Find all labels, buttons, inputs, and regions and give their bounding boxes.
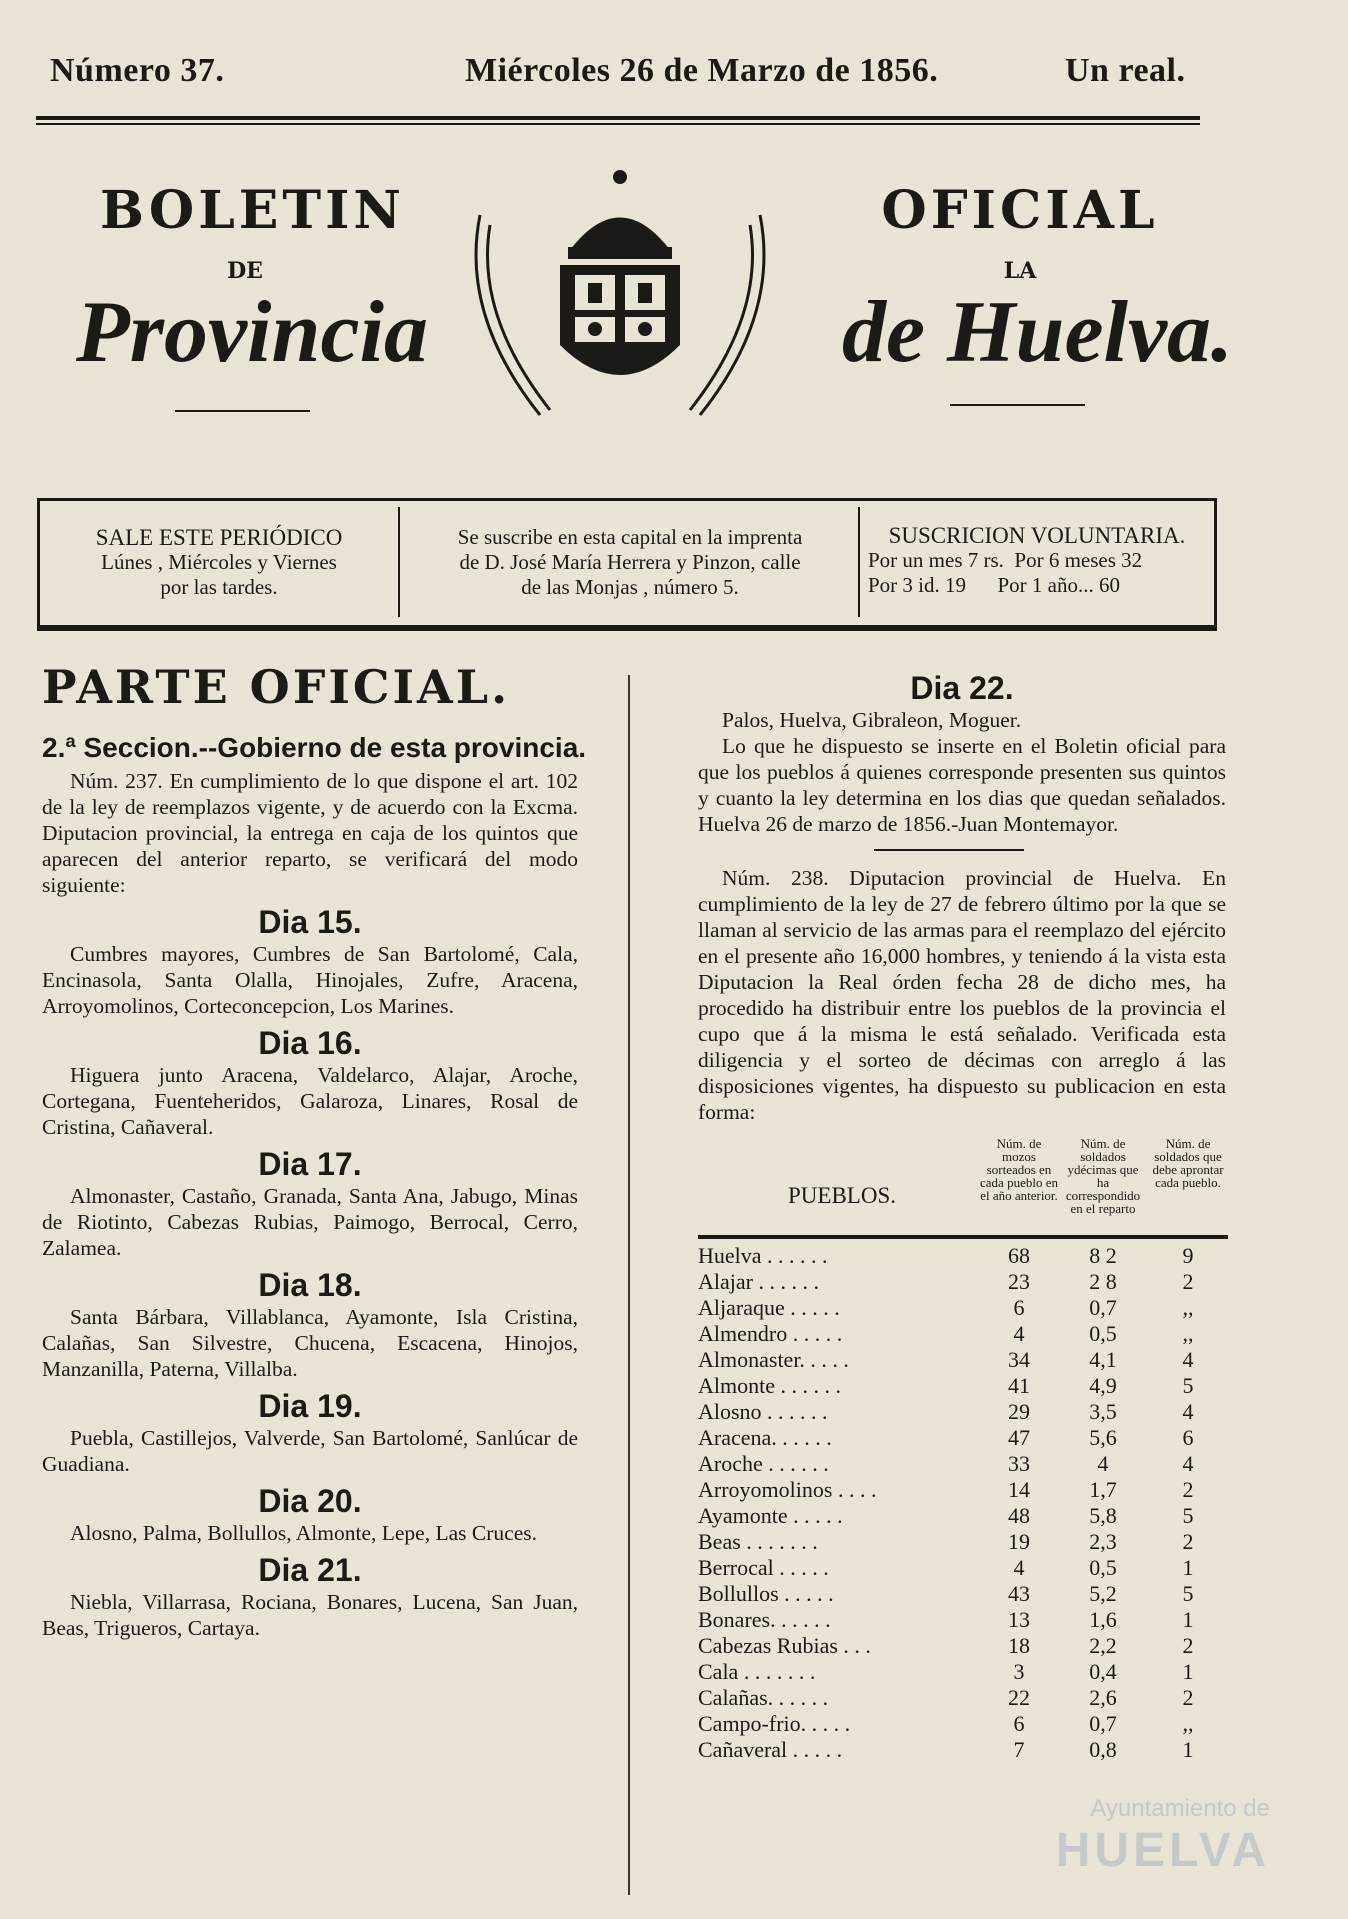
title-ornament-left — [175, 410, 310, 412]
day-19-towns: Puebla, Castillejos, Valverde, San Bartolomé, Sanlúcar de Guadiana. — [42, 1426, 578, 1476]
mozos-count: 29 — [1008, 1399, 1030, 1424]
schedule-line-3: por las tardes. — [160, 575, 278, 599]
mozos-count: 7 — [1013, 1737, 1025, 1762]
issue-number: Número 37. — [50, 52, 225, 89]
table-col-aprontar: Núm. de soldados que debe aprontar cada pueblo. — [1152, 1136, 1224, 1190]
title-oficial: OFICIAL — [881, 180, 1159, 241]
table-col-soldados-decimas: Núm. de soldados ydécimas que ha correspondido en el reparto — [1065, 1136, 1141, 1216]
pueblo-name: Alosno . . . . . . — [698, 1399, 828, 1424]
mozos-count: 4 — [1013, 1321, 1025, 1346]
pueblo-name: Almonte . . . . . . — [698, 1373, 841, 1398]
table-row — [698, 1451, 1228, 1477]
table-row — [698, 1321, 1228, 1347]
table-row — [698, 1243, 1228, 1269]
soldados-decimas: 2,3 — [1089, 1529, 1117, 1554]
aprontar-count: 2 — [1182, 1269, 1194, 1294]
closing-paragraph: Lo que he dispuesto se inserte en el Boletin oficial para que los pueblos á quienes corresponde presenten sus quintos y cuanto la ley determina en los dias que quedan señalados. Huelva 26 de marzo de 1856.-Juan Montemayor. — [698, 734, 1226, 836]
mozos-count: 41 — [1008, 1373, 1030, 1398]
mozos-count: 68 — [1008, 1243, 1030, 1268]
aprontar-count: ,, — [1182, 1321, 1194, 1346]
subscription-info-box — [37, 498, 1217, 628]
printer-line-1: Se suscribe en esta capital en la imprenta — [457, 525, 803, 549]
soldados-decimas: 0,5 — [1089, 1555, 1117, 1580]
mozos-count: 19 — [1008, 1529, 1030, 1554]
title-de: DE — [227, 258, 263, 284]
table-row — [698, 1633, 1228, 1659]
prices-line-1: Por un mes 7 rs. Por 6 meses 32 — [868, 548, 1143, 572]
table-row — [698, 1607, 1228, 1633]
day-19-label: Dia 19. — [258, 1388, 362, 1424]
watermark-line-1: Ayuntamiento de — [1090, 1795, 1270, 1822]
printer-line-3: de las Monjas , número 5. — [521, 575, 739, 599]
soldados-decimas: 0,7 — [1089, 1295, 1117, 1320]
watermark-line-2: HUELVA — [1055, 1824, 1270, 1877]
soldados-decimas: 2,2 — [1089, 1633, 1117, 1658]
table-row — [698, 1425, 1228, 1451]
mozos-count: 6 — [1013, 1711, 1025, 1736]
section-heading: PARTE OFICIAL. — [42, 660, 511, 714]
table-row — [698, 1555, 1228, 1581]
mozos-count: 22 — [1008, 1685, 1030, 1710]
mozos-count: 43 — [1008, 1581, 1030, 1606]
table-header-rule — [698, 1235, 1228, 1239]
pueblo-name: Calañas. . . . . . — [698, 1685, 829, 1710]
mozos-count: 48 — [1008, 1503, 1030, 1528]
prices-title: SUSCRICION VOLUNTARIA. — [888, 523, 1186, 548]
table-row — [698, 1737, 1228, 1763]
soldados-decimas: 2,6 — [1089, 1685, 1117, 1710]
info-box-prices — [862, 501, 1212, 625]
right-column — [698, 670, 1226, 1773]
aprontar-count: 5 — [1182, 1373, 1194, 1398]
table-row — [698, 1477, 1228, 1503]
masthead-rule-bottom — [36, 123, 1200, 125]
soldados-decimas: 1,6 — [1089, 1607, 1117, 1632]
table-row — [698, 1269, 1228, 1295]
title-boletin: BOLETIN — [100, 180, 405, 241]
day-17-towns: Almonaster, Castaño, Granada, Santa Ana, Jabugo, Minas de Riotinto, Cabezas Rubias, Paimogo, Berrocal, Cerro, Zalamea. — [42, 1184, 578, 1260]
soldados-decimas: 5,8 — [1089, 1503, 1117, 1528]
aprontar-count: 5 — [1182, 1581, 1194, 1606]
day-18-towns: Santa Bárbara, Villablanca, Ayamonte, Isla Cristina, Calañas, San Silvestre, Chucena, Escacena, Hinojos, Manzanilla, Paterna, Villalba. — [42, 1305, 578, 1381]
title-ornament-right — [950, 404, 1085, 406]
left-column — [42, 660, 587, 1641]
soldados-decimas: 1,7 — [1089, 1477, 1117, 1502]
day-21-label: Dia 21. — [258, 1552, 362, 1588]
day-17-label: Dia 17. — [258, 1146, 362, 1182]
title-de-huelva: de Huelva. — [842, 284, 1234, 381]
aprontar-count: 1 — [1182, 1737, 1194, 1762]
pueblo-name: Berrocal . . . . . — [698, 1555, 829, 1580]
day-15-label: Dia 15. — [258, 904, 362, 940]
pueblo-name: Aroche . . . . . . — [698, 1451, 829, 1476]
mozos-count: 3 — [1013, 1659, 1025, 1684]
intro-paragraph: Núm. 237. En cumplimiento de lo que dispone el art. 102 de la ley de reemplazos vigente, y de acuerdo con la Excma. Diputacion provincial, la entrega en caja de los quintos que aparecen del anterior reparto, se verificará del modo siguiente: — [42, 769, 578, 897]
mozos-count: 4 — [1013, 1555, 1025, 1580]
closing-rule — [874, 849, 1024, 851]
day-18-label: Dia 18. — [258, 1267, 362, 1303]
aprontar-count: 4 — [1182, 1399, 1194, 1424]
pueblo-name: Cabezas Rubias . . . — [698, 1633, 871, 1658]
table-row — [698, 1347, 1228, 1373]
soldados-decimas: 2 8 — [1089, 1269, 1117, 1294]
schedule-line-2: Lúnes , Miércoles y Viernes — [101, 550, 337, 574]
issue-date: Miércoles 26 de Marzo de 1856. — [465, 52, 939, 89]
royal-coat-of-arms-icon — [450, 155, 790, 445]
pueblo-name: Bollullos . . . . . — [698, 1581, 834, 1606]
info-box-divider-2 — [858, 507, 860, 617]
day-21-towns: Niebla, Villarrasa, Rociana, Bonares, Lucena, San Juan, Beas, Trigueros, Cartaya. — [42, 1590, 578, 1640]
soldados-decimas: 0,7 — [1089, 1711, 1117, 1736]
pueblo-name: Ayamonte . . . . . — [698, 1503, 843, 1528]
aprontar-count: 2 — [1182, 1529, 1194, 1554]
table-row — [698, 1399, 1228, 1425]
pueblo-name: Cala . . . . . . . — [698, 1659, 816, 1684]
pueblo-name: Cañaveral . . . . . — [698, 1737, 843, 1762]
pueblo-name: Alajar . . . . . . — [698, 1269, 819, 1294]
pueblo-name: Aljaraque . . . . . — [698, 1295, 840, 1320]
mozos-count: 14 — [1008, 1477, 1030, 1502]
soldados-decimas: 0,4 — [1089, 1659, 1117, 1684]
soldados-decimas: 0,5 — [1089, 1321, 1117, 1346]
info-box-bottom-rule — [37, 628, 1217, 631]
aprontar-count: 2 — [1182, 1685, 1194, 1710]
pueblo-name: Beas . . . . . . . — [698, 1529, 818, 1554]
table-row — [698, 1295, 1228, 1321]
aprontar-count: 5 — [1182, 1503, 1194, 1528]
soldados-decimas: 0,8 — [1089, 1737, 1117, 1762]
pueblo-name: Aracena. . . . . . — [698, 1425, 832, 1450]
aprontar-count: ,, — [1182, 1295, 1194, 1320]
day-22-towns: Palos, Huelva, Gibraleon, Moguer. — [722, 708, 1022, 732]
info-box-schedule — [40, 501, 398, 625]
schedule-line-1: SALE ESTE PERIÓDICO — [95, 525, 343, 550]
table-row — [698, 1685, 1228, 1711]
mozos-count: 18 — [1008, 1633, 1030, 1658]
printer-line-2: de D. José María Herrera y Pinzon, calle — [459, 550, 801, 574]
mozos-count: 33 — [1008, 1451, 1030, 1476]
aprontar-count: 6 — [1182, 1425, 1194, 1450]
aprontar-count: 2 — [1182, 1633, 1194, 1658]
day-22-label: Dia 22. — [910, 670, 1014, 706]
title-la: LA — [1003, 258, 1037, 284]
info-box-printer — [402, 501, 858, 625]
table-row — [698, 1529, 1228, 1555]
column-divider — [628, 675, 630, 1895]
soldados-decimas: 5,2 — [1089, 1581, 1117, 1606]
pueblo-name: Huelva . . . . . . — [698, 1243, 828, 1268]
title-provincia: Provincia — [76, 284, 428, 381]
pueblo-name: Almonaster. . . . . — [698, 1347, 849, 1372]
issue-price: Un real. — [1065, 52, 1186, 89]
mozos-count: 6 — [1013, 1295, 1025, 1320]
aprontar-count: 1 — [1182, 1607, 1194, 1632]
pueblo-name: Bonares. . . . . . — [698, 1607, 831, 1632]
aprontar-count: 9 — [1182, 1243, 1194, 1268]
aprontar-count: 4 — [1182, 1451, 1194, 1476]
day-16-towns: Higuera junto Aracena, Valdelarco, Alajar, Aroche, Cortegana, Fuenteheridos, Galaroza, Linares, Rosal de Cristina, Cañaveral. — [42, 1063, 578, 1139]
soldados-decimas: 4 — [1097, 1451, 1109, 1476]
table-row — [698, 1373, 1228, 1399]
soldados-decimas: 3,5 — [1089, 1399, 1117, 1424]
soldados-decimas: 4,9 — [1089, 1373, 1117, 1398]
masthead-rule-top — [36, 116, 1200, 120]
num-238-paragraph: Núm. 238. Diputacion provincial de Huelva. En cumplimiento de la ley de 27 de febrero último por la que se llaman al servicio de las armas para el reemplazo del ejército en el presente año 16,000 hombres, y teniendo á la vista esta Diputacion la Real órden fecha 28 de dicho mes, ha procedido ha distribuir entre los pueblos de la provincia el cupo que á la misma le está señalado. Verificada esta diligencia y el sorteo de décimas con arreglo á las disposiciones vigentes, ha dispuesto su publicacion en esta forma: — [698, 866, 1226, 1124]
pueblo-name: Campo-frio. . . . . — [698, 1711, 851, 1736]
prices-line-2: Por 3 id. 19 Por 1 año... 60 — [868, 573, 1120, 597]
pueblo-name: Almendro . . . . . — [698, 1321, 843, 1346]
table-row — [698, 1659, 1228, 1685]
aprontar-count: 2 — [1182, 1477, 1194, 1502]
table-row — [698, 1711, 1228, 1737]
subheading: 2.ª Seccion.--Gobierno de esta provincia. — [42, 732, 587, 763]
pueblo-name: Arroyomolinos . . . . — [698, 1477, 877, 1502]
soldados-decimas: 5,6 — [1089, 1425, 1117, 1450]
aprontar-count: 1 — [1182, 1555, 1194, 1580]
day-20-towns: Alosno, Palma, Bollullos, Almonte, Lepe, Las Cruces. — [70, 1521, 537, 1545]
soldados-decimas: 4,1 — [1089, 1347, 1117, 1372]
table-col-pueblos: PUEBLOS. — [788, 1183, 896, 1208]
mozos-count: 34 — [1008, 1347, 1030, 1372]
day-16-label: Dia 16. — [258, 1025, 362, 1061]
table-col-mozos: Núm. de mozos sorteados en cada pueblo en el año anterior. — [980, 1136, 1058, 1203]
mozos-count: 13 — [1008, 1607, 1030, 1632]
soldados-decimas: 8 2 — [1089, 1243, 1117, 1268]
aprontar-count: 4 — [1182, 1347, 1194, 1372]
info-box-divider-1 — [398, 507, 400, 617]
aprontar-count: ,, — [1182, 1711, 1194, 1736]
archive-watermark — [940, 1795, 1270, 1895]
table-row — [698, 1503, 1228, 1529]
mozos-count: 23 — [1008, 1269, 1030, 1294]
table-row — [698, 1581, 1228, 1607]
day-15-towns: Cumbres mayores, Cumbres de San Bartolomé, Cala, Encinasola, Santa Olalla, Hinojales, Zufre, Aracena, Arroyomolinos, Corteconcepcion, Los Marines. — [42, 942, 578, 1018]
day-20-label: Dia 20. — [258, 1483, 362, 1519]
quota-table — [698, 1133, 1226, 1773]
aprontar-count: 1 — [1182, 1659, 1194, 1684]
mozos-count: 47 — [1008, 1425, 1030, 1450]
